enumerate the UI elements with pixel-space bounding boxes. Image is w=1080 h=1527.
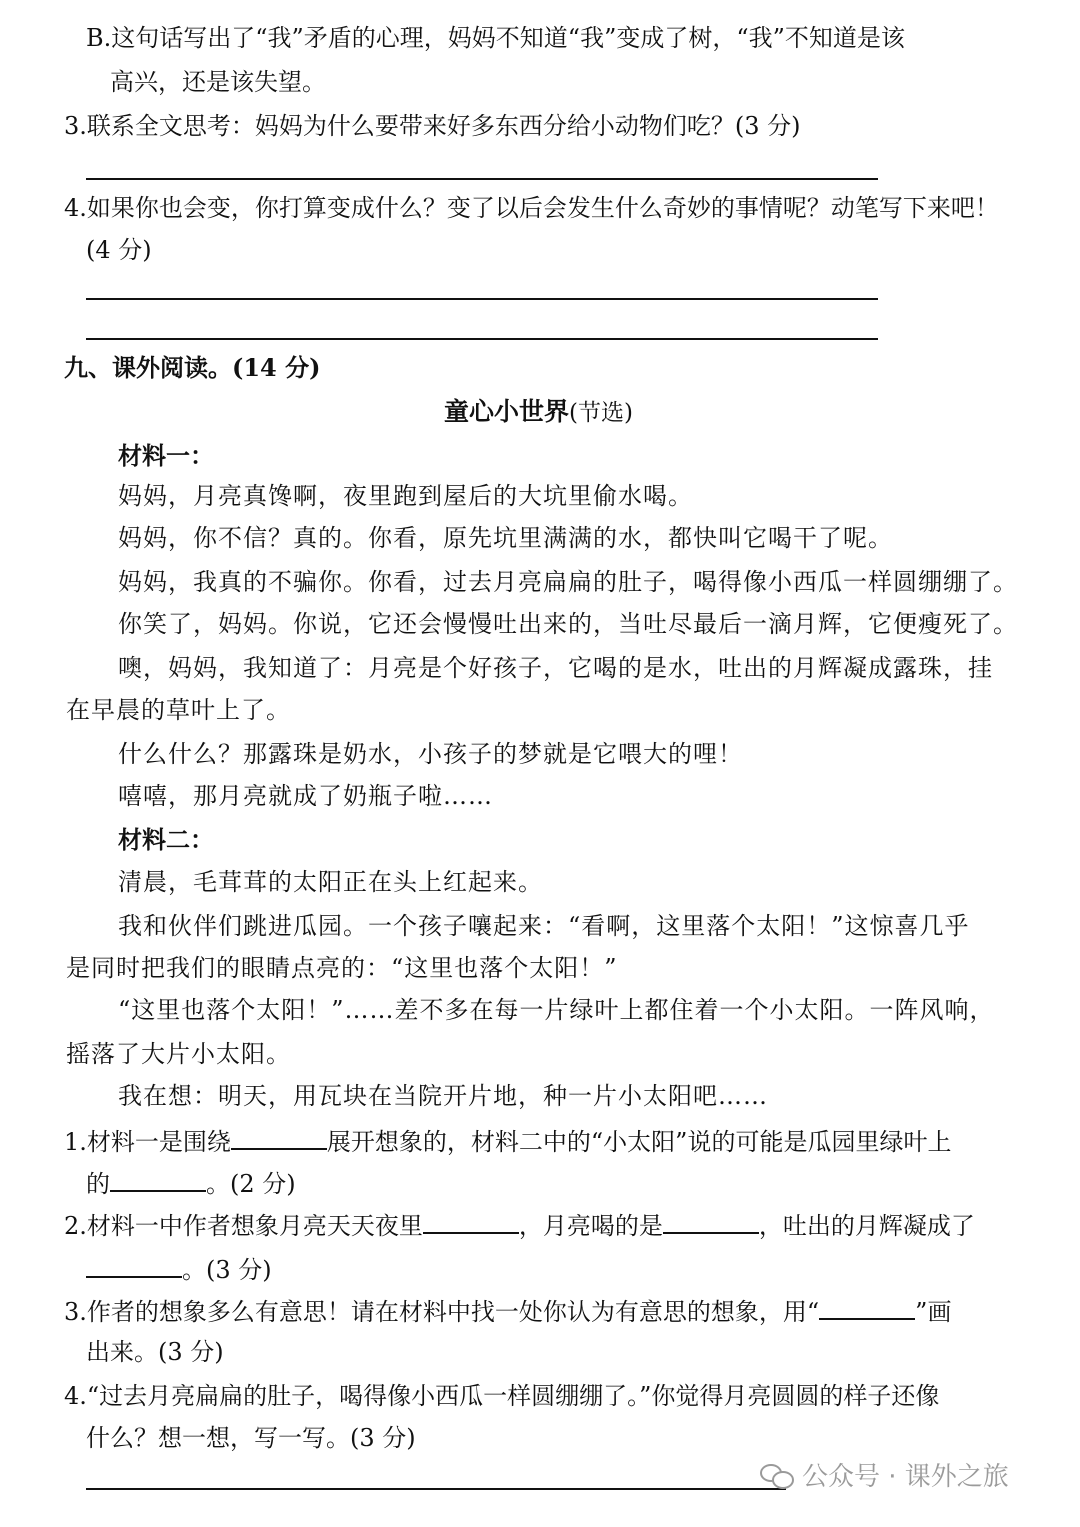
material-1-paragraph: 嘻嘻，那月亮就成了奶瓶子啦…… [118,782,493,810]
question-3b-cont: 出来。(3 分) [86,1338,224,1366]
question-4b: 4.“过去月亮扁扁的肚子，喝得像小西瓜一样圆绷绷了。”你觉得月亮圆圆的样子还像 [64,1382,940,1410]
material-1-paragraph: 妈妈，月亮真馋啊，夜里跑到屋后的大坑里偷水喝。 [118,482,693,510]
material-2-paragraph: 我在想：明天，用瓦块在当院开片地，种一片小太阳吧…… [118,1082,768,1110]
question-1: 1.材料一是围绕 展开想象的，材料二中的“小太阳”说的可能是瓜园里绿叶上 [64,1120,951,1162]
fill-blank[interactable] [110,1162,206,1192]
watermark-text: 公众号 · 课外之旅 [802,1462,1009,1492]
answer-line[interactable] [86,1488,786,1490]
material-2-paragraph: “这里也落个太阳！”……差不多在每一片绿叶上都住着一个小太阳。一阵风响， [118,996,995,1024]
fill-blank[interactable] [423,1204,519,1234]
question-2-cont: 。(3 分) [86,1248,272,1290]
material-2-paragraph: 是同时把我们的眼睛点亮的：“这里也落个太阳！” [66,954,618,982]
material-2-paragraph: 摇落了大片小太阳。 [66,1040,291,1068]
option-b-line1: B.这句话写出了“我”矛盾的心理，妈妈不知道“我”变成了树，“我”不知道是该 [86,24,905,52]
question-4b-cont: 什么？想一想，写一写。(3 分) [86,1424,416,1452]
answer-line[interactable] [86,338,878,340]
material-1-paragraph: 妈妈，我真的不骗你。你看，过去月亮扁扁的肚子，喝得像小西瓜一样圆绷绷了。 [118,568,1018,596]
question-2: 2.材料一中作者想象月亮天天夜里 ，月亮喝的是 ，吐出的月辉凝成了 [64,1204,975,1246]
answer-line[interactable] [86,178,878,180]
fill-blank[interactable] [819,1290,915,1320]
fill-blank[interactable] [231,1120,327,1150]
answer-line[interactable] [86,298,878,300]
question-3: 3.联系全文思考：妈妈为什么要带来好多东西分给小动物们吃？(3 分) [64,112,801,140]
material-1-label: 材料一： [118,441,214,470]
watermark [760,1456,1009,1493]
question-1-cont: 的 。(2 分) [86,1162,296,1204]
section-heading: 九、课外阅读。(14 分) [64,353,321,382]
material-1-paragraph: 什么什么？那露珠是奶水，小孩子的梦就是它喂大的哩！ [118,740,743,768]
fill-blank[interactable] [663,1204,759,1234]
material-1-paragraph: 在早晨的草叶上了。 [66,696,291,724]
material-1-paragraph: 噢，妈妈，我知道了：月亮是个好孩子，它喝的是水，吐出的月辉凝成露珠，挂 [118,654,993,682]
question-3b: 3.作者的想象多么有意思！请在材料中找一处你认为有意思的想象，用“ ”画 [64,1290,951,1332]
material-2-label: 材料二： [118,825,214,854]
fill-blank[interactable] [86,1248,182,1278]
material-1-paragraph: 妈妈，你不信？真的。你看，原先坑里满满的水，都快叫它喝干了呢。 [118,524,893,552]
option-b-line2: 高兴，还是该失望。 [110,68,326,96]
material-2-paragraph: 清晨，毛茸茸的太阳正在头上红起来。 [118,868,543,896]
passage-title-note: (节选) [569,400,633,426]
material-2-paragraph: 我和伙伴们跳进瓜园。一个孩子嚷起来：“看啊，这里落个太阳！”这惊喜几乎 [118,912,970,940]
question-4-line1: 4.如果你也会变，你打算变成什么？变了以后会发生什么奇妙的事情呢？动笔写下来吧！ [64,194,999,222]
passage-title: 童心小世界(节选) [444,397,633,426]
question-4-line2: (4 分) [86,236,152,264]
material-1-paragraph: 你笑了，妈妈。你说，它还会慢慢吐出来的，当吐尽最后一滴月辉，它便瘦死了。 [118,610,1018,638]
wechat-icon [760,1462,794,1488]
